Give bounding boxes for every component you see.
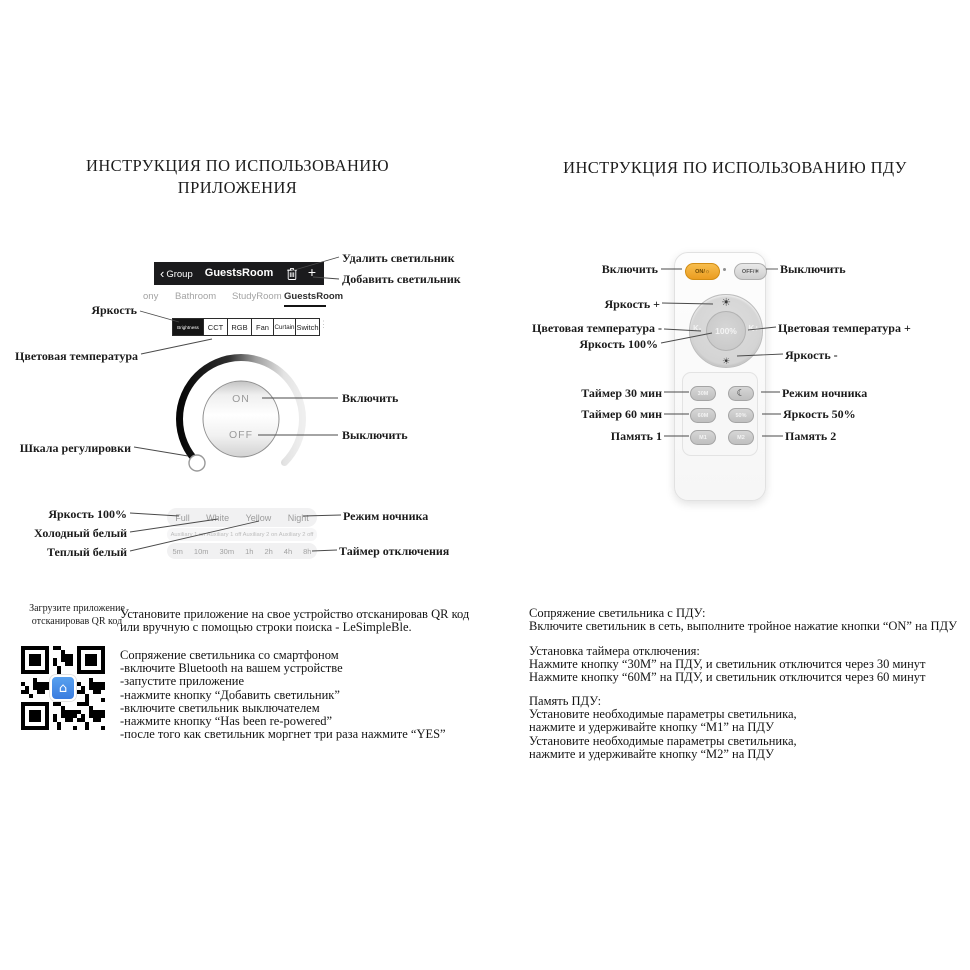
add-light-button[interactable]: + — [307, 264, 316, 280]
callout-r-color-temp-minus: Цветовая температура - — [532, 321, 662, 335]
mode-switch-button[interactable]: Switch — [295, 318, 320, 336]
callout-brightness-100: Яркость 100% — [48, 507, 127, 521]
pairing-step: -включите светильник выключателем — [120, 700, 320, 715]
left-title-line2: ПРИЛОЖЕНИЯ — [177, 178, 298, 197]
callout-warm-white: Теплый белый — [47, 545, 127, 559]
pairing-step: -запустите приложение — [120, 674, 245, 689]
pdu-memory-line: нажмите и удерживайте кнопку “M2” на ПДУ — [529, 746, 774, 761]
callout-night-mode: Режим ночника — [343, 509, 429, 523]
callout-r-brightness-50: Яркость 50% — [783, 407, 856, 421]
pdu-memory-paragraph — [529, 695, 797, 761]
install-line2: или вручную с помощью строки поиска - LeSimpleBle. — [120, 620, 412, 635]
callout-r-brightness-plus: Яркость + — [604, 297, 660, 311]
callout-off-timer: Таймер отключения — [339, 544, 450, 558]
pdu-pairing-paragraph — [529, 607, 957, 633]
qr-finder-bl — [21, 702, 49, 730]
callout-color-temp: Цветовая температура — [15, 349, 138, 363]
timer-1h[interactable]: 1h — [245, 546, 254, 556]
memory-2-button[interactable]: M2 — [728, 430, 754, 445]
install-line1: Установите приложение на свое устройство отсканировав QR код — [120, 607, 470, 621]
callout-r-turn-off: Выключить — [780, 262, 846, 276]
preset-row — [167, 508, 317, 527]
pairing-step: -нажмите кнопку “Добавить светильник” — [120, 687, 340, 702]
knob-on-label[interactable]: ON — [232, 393, 250, 405]
k-minus-button[interactable]: K- — [693, 324, 702, 333]
preset-yellow[interactable]: Yellow — [245, 512, 272, 523]
callout-r-turn-on: Включить — [601, 262, 658, 276]
callout-adjust-scale: Шкала регулировки — [19, 441, 131, 455]
pairing-step: -после того как светильник моргнет три раза нажмите “YES” — [120, 727, 446, 742]
brightness-up-icon[interactable]: ☀ — [721, 296, 731, 309]
callout-r-memory-2: Память 2 — [785, 429, 837, 443]
preset-full[interactable]: Full — [175, 512, 190, 523]
timer-30m[interactable]: 30m — [219, 546, 235, 556]
callout-r-night-mode: Режим ночника — [782, 386, 868, 400]
timer-8h[interactable]: 8h — [303, 546, 312, 556]
remote-button-panel — [682, 372, 758, 456]
mode-rgb-button[interactable]: RGB — [227, 318, 252, 336]
left-title — [30, 155, 445, 199]
pairing-paragraph — [120, 649, 446, 741]
tab-studyroom[interactable]: StudyRoom — [232, 291, 282, 302]
callout-r-color-temp-plus: Цветовая температура + — [778, 321, 911, 335]
pdu-timer-line2: Нажмите кнопку “60M” на ПДУ, и светильник отключится через 60 минут — [529, 670, 926, 685]
auxiliary-row[interactable]: Auxiliary 1 on Auxiliary 1 off Auxiliary 2 on Auxiliary 2 off — [167, 528, 317, 541]
mode-fan-button[interactable]: Fan — [251, 318, 274, 336]
right-title — [525, 157, 945, 179]
trash-icon[interactable] — [287, 267, 297, 285]
remote-dpad — [689, 294, 763, 368]
tab-bathroom[interactable]: Bathroom — [175, 291, 217, 302]
more-dots-icon: ⋮ — [319, 319, 328, 329]
qr-caption-line2: отсканировав QR код — [31, 615, 123, 627]
timer-30m-button[interactable]: 30M — [690, 386, 716, 401]
pairing-step: -включите Bluetooth на вашем устройстве — [120, 661, 343, 676]
callout-turn-on: Включить — [342, 391, 399, 405]
night-mode-button[interactable]: ☾ — [728, 386, 754, 401]
pdu-memory-line: Установите необходимые параметры светильника, — [529, 733, 797, 748]
qr-caption — [24, 603, 130, 628]
pairing-step: -нажмите кнопку “Has been re-powered” — [120, 714, 333, 729]
timer-4h[interactable]: 4h — [283, 546, 293, 556]
back-label: Group — [166, 269, 193, 280]
app-nav-bar — [154, 262, 324, 285]
timer-5m[interactable]: 5m — [172, 546, 183, 556]
chevron-left-icon: ‹ — [160, 266, 165, 281]
qr-code — [16, 641, 110, 735]
qr-caption-line1: Загрузите приложение — [29, 603, 125, 614]
timer-10m[interactable]: 10m — [193, 546, 209, 556]
install-paragraph — [120, 608, 469, 634]
house-icon: ⌂ — [58, 680, 68, 696]
k-plus-button[interactable]: K+ — [748, 324, 759, 333]
callout-delete-light: Удалить светильник — [342, 251, 455, 265]
pdu-pairing-title: Сопряжение светильника с ПДУ: — [529, 606, 706, 620]
callout-turn-off: Выключить — [342, 428, 408, 442]
callout-r-timer-30: Таймер 30 мин — [581, 386, 662, 400]
pairing-title: Сопряжение светильника со смартфоном — [120, 648, 339, 662]
mode-cct-button[interactable]: CCT — [203, 318, 228, 336]
qr-finder-tl — [21, 646, 49, 674]
remote-led-dot — [723, 268, 726, 271]
room-title: GuestsRoom — [204, 267, 274, 279]
callout-r-memory-1: Память 1 — [610, 429, 662, 443]
remote-control — [674, 252, 766, 501]
remote-off-button[interactable]: OFF/✳ — [734, 263, 767, 280]
timer-60m-button[interactable]: 60M — [690, 408, 716, 423]
callout-r-timer-60: Таймер 60 мин — [581, 407, 662, 421]
memory-1-button[interactable]: M1 — [690, 430, 716, 445]
pdu-timer-title: Установка таймера отключения: — [529, 644, 700, 658]
brightness-down-icon[interactable]: ☀ — [721, 357, 731, 367]
tab-balcony[interactable]: ony — [143, 291, 159, 302]
preset-white[interactable]: White — [206, 512, 230, 523]
callout-r-brightness-minus: Яркость - — [785, 348, 838, 362]
tab-guestsroom[interactable]: GuestsRoom — [284, 291, 344, 302]
callout-add-light: Добавить светильник — [342, 272, 461, 286]
room-tabs — [138, 288, 344, 306]
qr-app-icon — [50, 675, 76, 701]
mode-brightness-button[interactable]: Brightness — [172, 318, 204, 336]
callout-brightness: Яркость — [91, 303, 137, 317]
brightness-dial[interactable] — [170, 348, 315, 488]
left-title-line1: ИНСТРУКЦИЯ ПО ИСПОЛЬЗОВАНИЮ — [86, 156, 389, 175]
brightness-50-button[interactable]: 50% — [728, 408, 754, 423]
brightness-100-button[interactable]: 100% — [706, 311, 746, 351]
pdu-memory-line: Установите необходимые параметры светильника, — [529, 707, 797, 722]
pdu-timer-paragraph — [529, 645, 926, 685]
remote-on-button[interactable]: ON/☼ — [685, 263, 720, 280]
pdu-timer-line1: Нажмите кнопку “30M” на ПДУ, и светильник отключится через 30 минут — [529, 657, 926, 672]
right-title-line: ИНСТРУКЦИЯ ПО ИСПОЛЬЗОВАНИЮ ПДУ — [563, 158, 907, 177]
timer-2h[interactable]: 2h — [264, 546, 273, 556]
pdu-pairing-line: Включите светильник в сеть, выполните тройное нажатие кнопки “ON” на ПДУ — [529, 619, 958, 634]
active-tab-underline — [284, 305, 326, 307]
preset-night[interactable]: Night — [287, 512, 309, 523]
pdu-memory-title: Память ПДУ: — [529, 694, 602, 708]
dial-handle[interactable] — [189, 455, 205, 471]
timer-row — [167, 543, 317, 559]
pdu-memory-line: нажмите и удерживайте кнопку “M1” на ПДУ — [529, 720, 774, 735]
qr-finder-tr — [77, 646, 105, 674]
mode-curtain-button[interactable]: Curtain — [273, 318, 296, 336]
callout-cold-white: Холодный белый — [34, 526, 127, 540]
knob-off-label[interactable]: OFF — [229, 429, 253, 441]
callout-r-brightness-100: Яркость 100% — [579, 337, 658, 351]
